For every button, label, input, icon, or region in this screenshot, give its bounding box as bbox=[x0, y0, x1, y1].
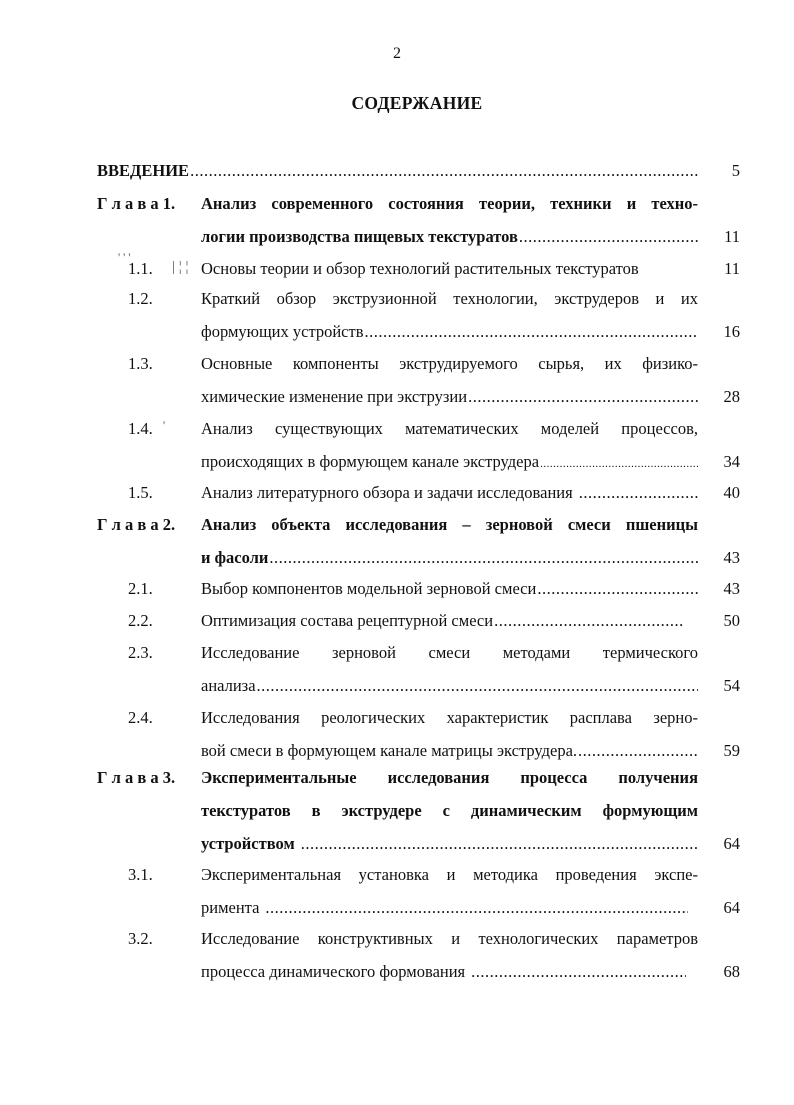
section-number: 3.2. bbox=[128, 929, 153, 948]
toc-line bbox=[201, 610, 683, 632]
toc-page: 59 bbox=[723, 741, 740, 760]
section-number: 2.2. bbox=[128, 611, 153, 630]
toc-line bbox=[201, 740, 698, 762]
chapter-number: Г л а в а 1. bbox=[97, 194, 176, 213]
toc-page: 64 bbox=[723, 898, 740, 917]
toc-line bbox=[201, 833, 698, 855]
toc-line: Экспериментальные исследования процесса получения bbox=[201, 768, 698, 787]
dot-leader bbox=[579, 482, 698, 504]
section-number: 3.1. bbox=[128, 865, 153, 884]
section-number: 1.1. bbox=[128, 259, 153, 278]
dot-leader bbox=[578, 740, 698, 762]
dot-leader bbox=[269, 547, 698, 569]
toc-line: Основы теории и обзор технологий растительных текстуратов bbox=[201, 259, 639, 278]
toc-page: 50 bbox=[723, 611, 740, 630]
toc-page: 54 bbox=[723, 676, 740, 695]
toc-line: Исследование конструктивных и технологических параметров bbox=[201, 929, 698, 948]
toc-line bbox=[201, 451, 698, 473]
toc-page: 28 bbox=[723, 387, 740, 406]
toc-line: Краткий обзор экструзионной технологии, экструдеров и их bbox=[201, 289, 698, 308]
dot-leader bbox=[190, 160, 698, 182]
dot-leader bbox=[471, 961, 686, 983]
dot-leader bbox=[365, 321, 698, 343]
toc-line bbox=[201, 578, 698, 600]
toc-line bbox=[201, 386, 698, 408]
toc-page: 68 bbox=[723, 962, 740, 981]
page-number: 2 bbox=[393, 45, 401, 62]
toc-title: логии производства пищевых текстуратов bbox=[201, 227, 518, 246]
toc-title: Оптимизация состава рецептурной смеси bbox=[201, 611, 494, 630]
toc-line: Основные компоненты экструдируемого сырья, их физико- bbox=[201, 354, 698, 373]
dot-leader bbox=[265, 897, 688, 919]
toc-title: происходящих в формующем канале экструдера bbox=[201, 452, 540, 471]
dot-leader bbox=[519, 226, 698, 248]
toc-line bbox=[201, 675, 698, 697]
toc-line bbox=[201, 961, 686, 983]
scan-artifact-marks: ' bbox=[163, 418, 166, 432]
toc-line bbox=[201, 482, 698, 504]
toc-page: 43 bbox=[723, 548, 740, 567]
dot-leader bbox=[540, 453, 698, 475]
toc-line: Анализ объекта исследования – зерновой смеси пшеницы bbox=[201, 515, 698, 534]
toc-line bbox=[201, 547, 698, 569]
section-number: 2.1. bbox=[128, 579, 153, 598]
toc-line bbox=[201, 321, 698, 343]
toc-line: Исследования реологических характеристик расплава зерно- bbox=[201, 708, 698, 727]
chapter-number: Г л а в а 2. bbox=[97, 515, 176, 534]
toc-line bbox=[201, 897, 688, 919]
toc-title: и фасоли bbox=[201, 548, 269, 567]
section-number: 1.5. bbox=[128, 483, 153, 502]
section-number: 1.4. bbox=[128, 419, 153, 438]
toc-page: 34 bbox=[723, 452, 740, 471]
toc-page: 5 bbox=[731, 161, 740, 180]
toc-title: химические изменение при экструзии bbox=[201, 387, 468, 406]
toc-page: 11 bbox=[724, 227, 740, 246]
toc-line: Экспериментальная установка и методика проведения экспе- bbox=[201, 865, 698, 884]
toc-line bbox=[97, 160, 698, 182]
dot-leader bbox=[494, 610, 683, 632]
toc-page: 43 bbox=[723, 579, 740, 598]
toc-page: 40 bbox=[723, 483, 740, 502]
toc-title: формующих устройств bbox=[201, 322, 364, 341]
toc-line: текстуратов в экструдере с динамическим формующим bbox=[201, 801, 698, 820]
toc-title: ВВЕДЕНИЕ bbox=[97, 161, 190, 180]
scan-artifact-marks: | ¦ ¦ bbox=[172, 259, 189, 275]
toc-title: процесса динамического формования bbox=[201, 962, 466, 981]
section-number: 1.3. bbox=[128, 354, 153, 373]
toc-title: Анализ литературного обзора и задачи исследования bbox=[201, 483, 573, 502]
dot-leader bbox=[468, 386, 698, 408]
toc-page: 64 bbox=[723, 834, 740, 853]
toc-title: вой смеси в формующем канале матрицы экструдера. bbox=[201, 741, 578, 760]
toc-line bbox=[201, 226, 698, 248]
toc-title: Выбор компонентов модельной зерновой смеси bbox=[201, 579, 537, 598]
toc-page: 16 bbox=[723, 322, 740, 341]
dot-leader bbox=[257, 675, 698, 697]
toc-line: Исследование зерновой смеси методами термического bbox=[201, 643, 698, 662]
toc-title: устройством bbox=[201, 834, 295, 853]
toc-line: Анализ современного состояния теории, техники и техно- bbox=[201, 194, 698, 213]
toc-title: анализа bbox=[201, 676, 256, 695]
dot-leader bbox=[537, 578, 698, 600]
toc-page: 11 bbox=[724, 259, 740, 278]
scan-artifact-marks: ' ' ' bbox=[118, 250, 131, 264]
chapter-number: Г л а в а 3. bbox=[97, 768, 176, 787]
toc-title: римента bbox=[201, 898, 260, 917]
toc-line: Анализ существующих математических моделей процессов, bbox=[201, 419, 698, 438]
page-title: СОДЕРЖАНИЕ bbox=[351, 93, 483, 113]
section-number: 1.2. bbox=[128, 289, 153, 308]
section-number: 2.3. bbox=[128, 643, 153, 662]
dot-leader bbox=[301, 833, 698, 855]
section-number: 2.4. bbox=[128, 708, 153, 727]
